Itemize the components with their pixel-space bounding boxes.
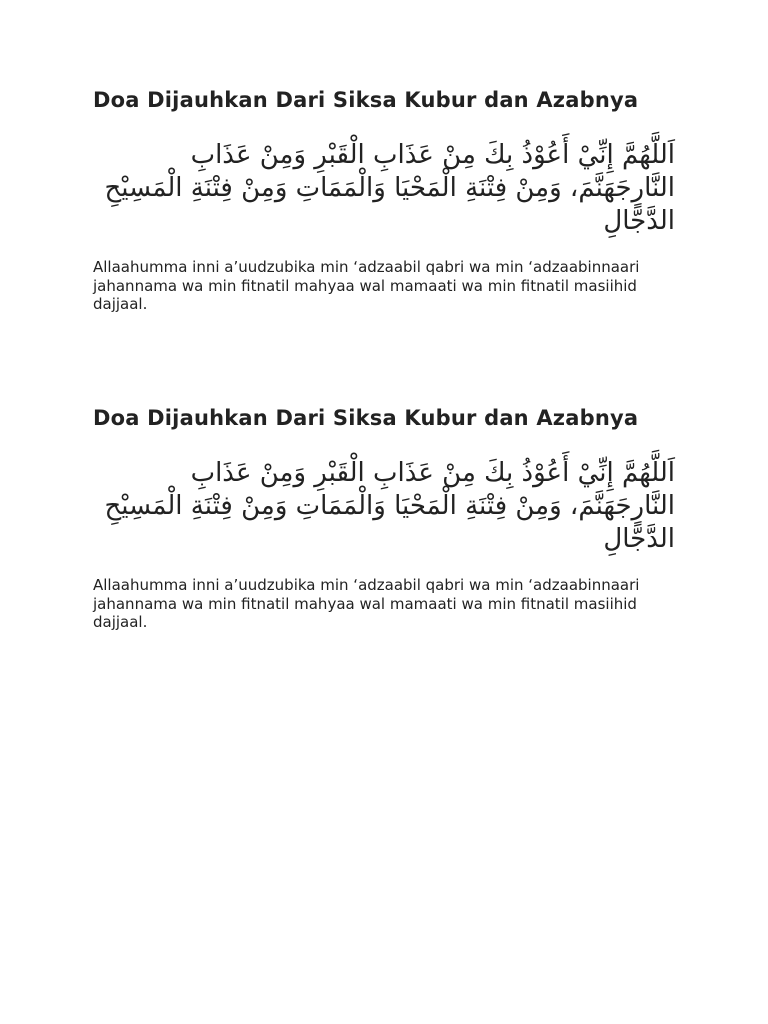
doa-section bbox=[93, 88, 675, 314]
doa-title: Doa Dijauhkan Dari Siksa Kubur dan Azabnya bbox=[93, 406, 639, 430]
doa-arabic-text: اَللَّهُمَّ إِنِّيْ أَعُوْذُ بِكَ مِنْ عَذَابِ الْقَبْرِ وَمِنْ عَذَابِ النَّارِجَهَنَّمَ، وَمِنْ فِتْنَةِ الْمَحْيَا وَالْمَمَاتِ وَمِنْ فِتْنَةِ الْمَسِيْحِ الدَّجَّالِ bbox=[104, 140, 675, 236]
doa-section bbox=[93, 406, 675, 632]
doa-title: Doa Dijauhkan Dari Siksa Kubur dan Azabnya bbox=[93, 88, 639, 112]
doa-latin-transliteration: Allaahumma inni a’uudzubika min ‘adzaabil qabri wa min ‘adzaabinnaari jahannama wa min fitnatil mahyaa wal mamaati wa min fitnatil masiihid dajjaal. bbox=[93, 258, 640, 313]
doa-latin-transliteration: Allaahumma inni a’uudzubika min ‘adzaabil qabri wa min ‘adzaabinnaari jahannama wa min fitnatil mahyaa wal mamaati wa min fitnatil masiihid dajjaal. bbox=[93, 576, 640, 631]
doa-arabic-text: اَللَّهُمَّ إِنِّيْ أَعُوْذُ بِكَ مِنْ عَذَابِ الْقَبْرِ وَمِنْ عَذَابِ النَّارِجَهَنَّمَ، وَمِنْ فِتْنَةِ الْمَحْيَا وَالْمَمَاتِ وَمِنْ فِتْنَةِ الْمَسِيْحِ الدَّجَّالِ bbox=[104, 458, 675, 554]
